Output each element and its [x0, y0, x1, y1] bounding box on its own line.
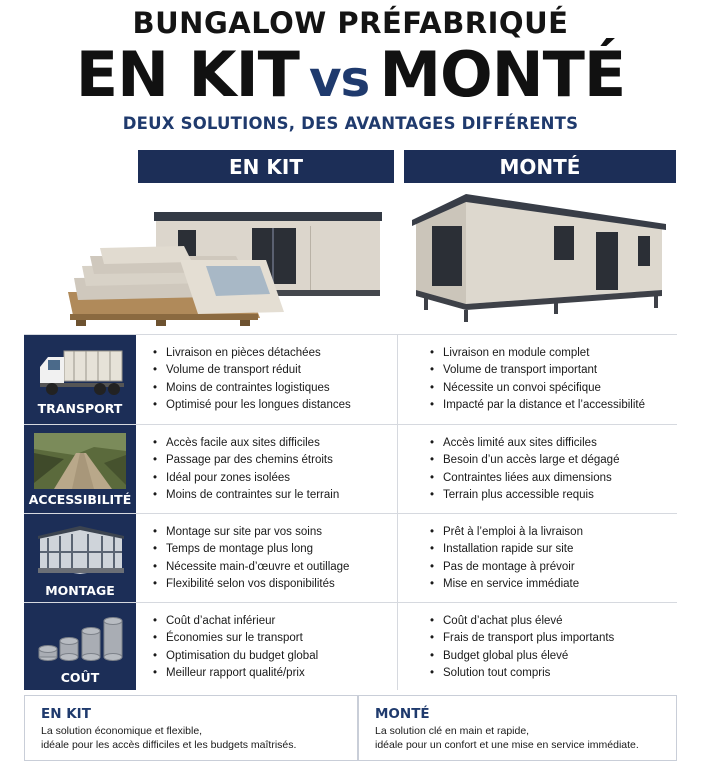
coin-stacks-icon	[34, 611, 126, 667]
list-item: • Mise en service immédiate	[430, 576, 583, 593]
list-item: • Installation rapide sur site	[430, 541, 583, 558]
row-montage	[24, 513, 677, 601]
list-item: • Coût d’achat inférieur	[153, 613, 318, 630]
column-header-kit: EN KIT	[138, 150, 394, 183]
list-item: • Moins de contraintes sur le terrain	[153, 487, 339, 504]
summary-monte-title: MONTÉ	[375, 706, 430, 722]
list-item: • Livraison en module complet	[430, 345, 645, 362]
transport-tile	[24, 335, 136, 424]
column-divider	[397, 603, 398, 690]
accessibilite-tile	[24, 425, 136, 513]
list-item: • Volume de transport important	[430, 362, 645, 379]
list-item: • Livraison en pièces détachées	[153, 345, 351, 362]
summary-panel	[24, 695, 677, 761]
list-item: • Nécessite main-d’œuvre et outillage	[153, 559, 349, 576]
kit-points	[153, 524, 349, 594]
summary-kit-line-2: idéale pour les accès difficiles et les budgets maîtrisés.	[41, 739, 297, 751]
list-item: • Pas de montage à prévoir	[430, 559, 583, 576]
list-item: • Accès limité aux sites difficiles	[430, 435, 619, 452]
monte-points	[430, 524, 583, 594]
list-item: • Accès facile aux sites difficiles	[153, 435, 339, 452]
column-divider	[397, 425, 398, 513]
kit-points	[153, 345, 351, 415]
summary-monte	[359, 696, 676, 760]
list-item: • Montage sur site par vos soins	[153, 524, 349, 541]
list-item: • Besoin d’un accès large et dégagé	[430, 452, 619, 469]
dirt-road-icon	[34, 433, 126, 489]
summary-monte-line-1: La solution clé en main et rapide,	[375, 725, 530, 737]
list-item: • Idéal pour zones isolées	[153, 470, 339, 487]
truck-icon	[34, 343, 126, 399]
row-label: MONTAGE	[45, 583, 115, 598]
list-item: • Coût d’achat plus élevé	[430, 613, 614, 630]
list-item: • Prêt à l’emploi à la livraison	[430, 524, 583, 541]
montage-tile	[24, 514, 136, 602]
kit-points	[153, 613, 318, 683]
construction-frame-icon	[34, 522, 126, 578]
monte-points	[430, 345, 645, 415]
list-item: • Budget global plus élevé	[430, 648, 614, 665]
list-item: • Frais de transport plus importants	[430, 630, 614, 647]
monte-bungalow-illustration	[404, 186, 676, 328]
list-item: • Impacté par la distance et l’accessibilité	[430, 397, 645, 414]
title-left: EN KIT	[75, 38, 299, 111]
subtitle: DEUX SOLUTIONS, DES AVANTAGES DIFFÉRENTS	[122, 114, 579, 133]
row-cout	[24, 602, 677, 689]
row-label: TRANSPORT	[37, 401, 123, 416]
main-title	[0, 38, 701, 111]
title-line-1: BUNGALOW PRÉFABRIQUÉ	[132, 6, 569, 40]
list-item: • Contraintes liées aux dimensions	[430, 470, 619, 487]
list-item: • Passage par des chemins étroits	[153, 452, 339, 469]
column-divider	[397, 335, 398, 424]
row-label: COÛT	[60, 670, 100, 685]
list-item: • Optimisé pour les longues distances	[153, 397, 351, 414]
title-right: MONTÉ	[379, 38, 626, 111]
row-accessibilite	[24, 424, 677, 512]
monte-points	[430, 435, 619, 505]
list-item: • Économies sur le transport	[153, 630, 318, 647]
column-divider	[397, 514, 398, 602]
title-vs: vs	[308, 50, 370, 108]
list-item: • Temps de montage plus long	[153, 541, 349, 558]
kit-bungalow-illustration	[60, 186, 396, 328]
column-header-monte: MONTÉ	[404, 150, 676, 183]
cout-tile	[24, 603, 136, 690]
list-item: • Volume de transport réduit	[153, 362, 351, 379]
summary-kit	[25, 696, 357, 760]
row-label: ACCESSIBILITÉ	[28, 492, 132, 507]
summary-kit-title: EN KIT	[41, 706, 91, 722]
list-item: • Moins de contraintes logistiques	[153, 380, 351, 397]
list-item: • Meilleur rapport qualité/prix	[153, 665, 318, 682]
list-item: • Solution tout compris	[430, 665, 614, 682]
list-item: • Optimisation du budget global	[153, 648, 318, 665]
list-item: • Nécessite un convoi spécifique	[430, 380, 645, 397]
summary-kit-line-1: La solution économique et flexible,	[41, 725, 203, 737]
list-item: • Flexibilité selon vos disponibilités	[153, 576, 349, 593]
row-transport	[24, 334, 677, 423]
kit-points	[153, 435, 339, 505]
list-item: • Terrain plus accessible requis	[430, 487, 619, 504]
summary-monte-line-2: idéale pour un confort et une mise en service immédiate.	[375, 739, 639, 751]
monte-points	[430, 613, 614, 683]
